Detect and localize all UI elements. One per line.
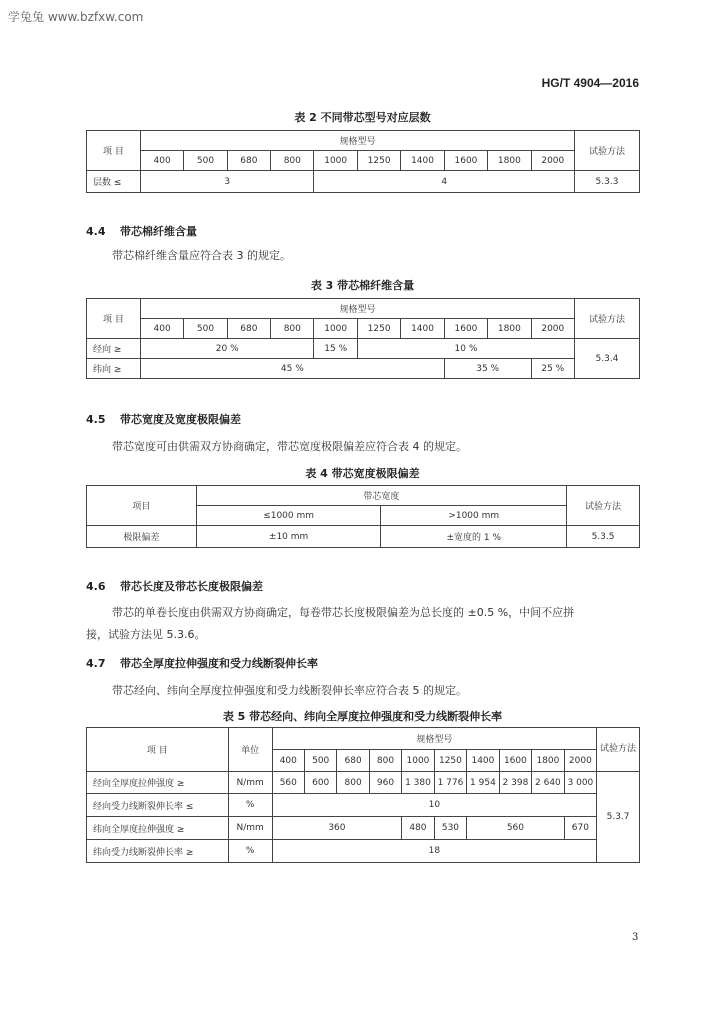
table3-spec-header: 规格型号: [140, 299, 574, 319]
table5-model: 1400: [467, 750, 499, 772]
table5-model: 500: [305, 750, 337, 772]
table4-col-header: >1000 mm: [381, 506, 567, 526]
table3-cell: 15 %: [314, 339, 357, 359]
section-4-6-text-line1: 带芯的单卷长度由供需双方协商确定，每卷带芯长度极限偏差为总长度的 ±0.5 %，中间不应拼: [112, 606, 575, 619]
table5-cell: 530: [434, 817, 466, 840]
table3-item-header: 项 目: [87, 299, 141, 339]
table5: [86, 727, 640, 863]
table3-method: 5.3.4: [575, 339, 640, 379]
table5-method-header: 试验方法: [597, 728, 640, 772]
table5-model: 680: [337, 750, 369, 772]
table2-model: 800: [271, 151, 314, 171]
table5-row-label: 纬向受力线断裂伸长率 ≥: [87, 840, 229, 863]
table5-cell: 1 954: [467, 772, 499, 794]
table4-item-header: 项目: [87, 486, 197, 526]
table2-cell: 4: [314, 171, 575, 193]
standard-number: HG/T 4904—2016: [541, 76, 639, 90]
table5-row-label: 纬向全厚度拉伸强度 ≥: [87, 817, 229, 840]
table2-model: 680: [227, 151, 270, 171]
section-4-5-heading: [86, 411, 241, 427]
table3-model: 2000: [531, 319, 574, 339]
table5-cell: 600: [305, 772, 337, 794]
table5-unit: N/mm: [228, 772, 272, 794]
table3-method-header: 试验方法: [575, 299, 640, 339]
section-4-4-text: 带芯棉纤维含量应符合表 3 的规定。: [112, 249, 291, 262]
section-title: 带芯全厚度拉伸强度和受力线断裂伸长率: [120, 657, 318, 670]
table3-model: 1400: [401, 319, 444, 339]
table4-cell: ±10 mm: [196, 526, 381, 548]
table5-cell: 360: [272, 817, 402, 840]
table5-unit-header: 单位: [228, 728, 272, 772]
table3-model: 1250: [357, 319, 400, 339]
page-number: 3: [632, 932, 639, 943]
table2-method-header: 试验方法: [575, 131, 640, 171]
table3-cell: 20 %: [140, 339, 314, 359]
table4: [86, 485, 640, 548]
table5-spec-header: 规格型号: [272, 728, 597, 750]
section-number: 4.4: [86, 225, 106, 238]
table5-cell: 670: [564, 817, 596, 840]
section-4-5-text: 带芯宽度可由供需双方协商确定，带芯宽度极限偏差应符合表 4 的规定。: [112, 440, 467, 453]
table5-unit: %: [228, 840, 272, 863]
table3-row-label: 纬向 ≥: [87, 359, 141, 379]
table2-method: 5.3.3: [575, 171, 640, 193]
section-4-6-text-line2: 接，试验方法见 5.3.6。: [86, 628, 206, 641]
table4-cell: ±宽度的 1 %: [381, 526, 567, 548]
table4-method-header: 试验方法: [567, 486, 640, 526]
table4-row-label: 极限偏差: [87, 526, 197, 548]
table5-model: 1600: [499, 750, 531, 772]
section-4-6-heading: [86, 578, 263, 594]
table2-row-label: 层数 ≤: [87, 171, 141, 193]
table4-method: 5.3.5: [567, 526, 640, 548]
table5-cell: 960: [369, 772, 401, 794]
table5-model: 400: [272, 750, 304, 772]
section-4-7-text: 带芯经向、纬向全厚度拉伸强度和受力线断裂伸长率应符合表 5 的规定。: [112, 684, 467, 697]
table5-row-label: 经向受力线断裂伸长率 ≤: [87, 794, 229, 817]
section-title: 带芯长度及带芯长度极限偏差: [120, 580, 263, 593]
table3: [86, 298, 640, 379]
table3-cell: 10 %: [357, 339, 574, 359]
section-4-7-heading: [86, 655, 318, 671]
table5-model: 1800: [532, 750, 564, 772]
table3-model: 800: [271, 319, 314, 339]
table5-item-header: 项 目: [87, 728, 229, 772]
section-title: 带芯棉纤维含量: [120, 225, 197, 238]
table2-model: 1600: [444, 151, 487, 171]
table5-cell: 1 776: [434, 772, 466, 794]
table5-cell: 800: [337, 772, 369, 794]
section-number: 4.5: [86, 413, 106, 426]
table5-cell: 560: [272, 772, 304, 794]
table2-caption: 表 2 不同带芯型号对应层数: [294, 111, 431, 124]
section-number: 4.6: [86, 580, 106, 593]
table5-row-label: 经向全厚度拉伸强度 ≥: [87, 772, 229, 794]
table3-cell: 45 %: [140, 359, 444, 379]
table3-model: 1800: [488, 319, 531, 339]
table3-row-label: 经向 ≥: [87, 339, 141, 359]
table2-model: 1400: [401, 151, 444, 171]
section-title: 带芯宽度及宽度极限偏差: [120, 413, 241, 426]
table2-model: 2000: [531, 151, 574, 171]
table5-cell: 10: [272, 794, 597, 817]
table3-cell: 25 %: [531, 359, 574, 379]
section-4-4-heading: [86, 223, 197, 239]
table5-cell: 2 398: [499, 772, 531, 794]
table3-model: 1000: [314, 319, 357, 339]
table2: [86, 130, 640, 193]
table2-model: 1250: [357, 151, 400, 171]
watermark: 学兔兔 www.bzfxw.com: [8, 10, 144, 24]
table5-model: 800: [369, 750, 401, 772]
table3-cell: 35 %: [444, 359, 531, 379]
table5-cell: 1 380: [402, 772, 434, 794]
table5-cell: 18: [272, 840, 597, 863]
table5-model: 2000: [564, 750, 596, 772]
table5-cell: 560: [467, 817, 564, 840]
table5-model: 1250: [434, 750, 466, 772]
table3-model: 400: [140, 319, 183, 339]
table2-model: 500: [184, 151, 227, 171]
table5-cell: 480: [402, 817, 434, 840]
section-number: 4.7: [86, 657, 106, 670]
table3-model: 1600: [444, 319, 487, 339]
table4-width-header: 带芯宽度: [196, 486, 566, 506]
table5-cell: 2 640: [532, 772, 564, 794]
table2-model: 1000: [314, 151, 357, 171]
table2-model: 400: [140, 151, 183, 171]
table5-unit: %: [228, 794, 272, 817]
table5-unit: N/mm: [228, 817, 272, 840]
table4-caption: 表 4 带芯宽度极限偏差: [305, 467, 420, 480]
table2-model: 1800: [488, 151, 531, 171]
table3-model: 680: [227, 319, 270, 339]
table5-model: 1000: [402, 750, 434, 772]
table4-col-header: ≤1000 mm: [196, 506, 381, 526]
table2-spec-header: 规格型号: [140, 131, 574, 151]
table3-model: 500: [184, 319, 227, 339]
table2-item-header: 项 目: [87, 131, 141, 171]
table3-caption: 表 3 带芯棉纤维含量: [310, 279, 415, 292]
table5-caption: 表 5 带芯经向、纬向全厚度拉伸强度和受力线断裂伸长率: [222, 710, 503, 723]
table5-method: 5.3.7: [597, 772, 640, 863]
table2-cell: 3: [140, 171, 314, 193]
table5-cell: 3 000: [564, 772, 596, 794]
